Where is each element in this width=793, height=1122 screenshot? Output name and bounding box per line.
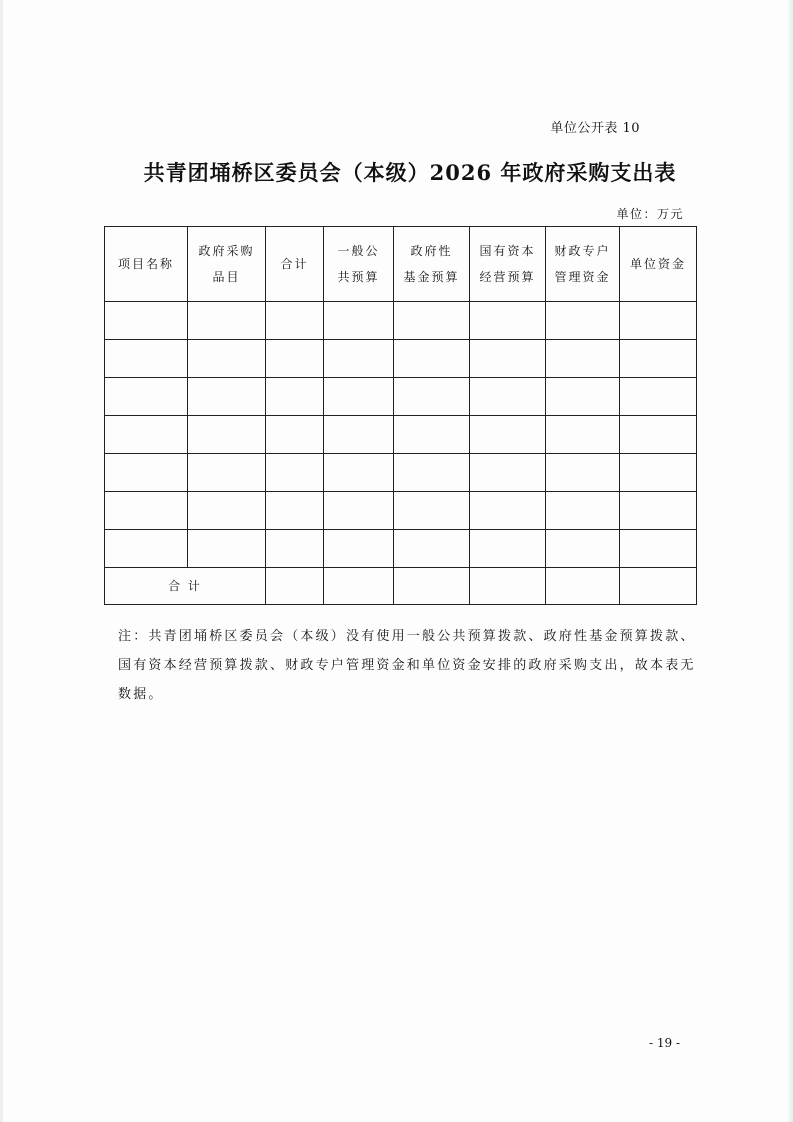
table-cell xyxy=(266,454,324,492)
header-special-account-funds: 财政专户 管理资金 xyxy=(546,227,620,302)
table-cell xyxy=(188,454,266,492)
table-cell xyxy=(394,302,470,340)
table-cell xyxy=(620,492,697,530)
table-cell xyxy=(470,378,546,416)
page-title: 共青团埇桥区委员会（本级）2026 年政府采购支出表 xyxy=(143,160,677,185)
table-cell xyxy=(394,492,470,530)
header-gov-fund-budget: 政府性 基金预算 xyxy=(394,227,470,302)
table-row xyxy=(105,492,697,530)
table-row xyxy=(105,454,697,492)
table-cell xyxy=(266,492,324,530)
table-cell xyxy=(546,530,620,568)
table-cell xyxy=(105,492,188,530)
table-cell xyxy=(324,568,394,605)
table-cell xyxy=(620,530,697,568)
table-cell xyxy=(105,416,188,454)
table-cell xyxy=(620,454,697,492)
footnote: 注：共青团埇桥区委员会（本级）没有使用一般公共预算拨款、政府性基金预算拨款、国有资本经营预算拨款、财政专户管理资金和单位资金安排的政府采购支出，故本表无数据。 xyxy=(118,629,696,702)
table-cell xyxy=(546,568,620,605)
table-cell xyxy=(324,416,394,454)
table-cell xyxy=(324,530,394,568)
page-edge-left xyxy=(0,0,3,1122)
table-cell xyxy=(266,340,324,378)
table-cell xyxy=(266,568,324,605)
table-row xyxy=(105,378,697,416)
header-state-capital-budget: 国有资本 经营预算 xyxy=(470,227,546,302)
table-cell xyxy=(394,416,470,454)
table-cell xyxy=(188,492,266,530)
table-cell xyxy=(470,530,546,568)
table-cell xyxy=(470,568,546,605)
table-cell xyxy=(546,340,620,378)
procurement-table xyxy=(104,226,697,605)
table-cell xyxy=(620,568,697,605)
header-unit-funds: 单位资金 xyxy=(620,227,697,302)
table-cell xyxy=(188,416,266,454)
table-cell xyxy=(105,340,188,378)
table-cell xyxy=(105,302,188,340)
table-cell xyxy=(546,302,620,340)
table-cell xyxy=(324,378,394,416)
table-cell xyxy=(470,340,546,378)
table-row xyxy=(105,416,697,454)
page-edge-right xyxy=(787,0,793,1122)
header-project-name: 项目名称 xyxy=(105,227,188,302)
table-cell xyxy=(470,416,546,454)
header-procurement-item: 政府采购 品目 xyxy=(188,227,266,302)
table-cell xyxy=(470,302,546,340)
table-cell xyxy=(394,378,470,416)
table-cell xyxy=(546,378,620,416)
table-number: 单位公开表 10 xyxy=(550,121,640,136)
table-cell xyxy=(546,416,620,454)
table-cell xyxy=(266,302,324,340)
header-total: 合计 xyxy=(266,227,324,302)
table-cell xyxy=(105,454,188,492)
table-cell xyxy=(266,378,324,416)
table-cell xyxy=(394,340,470,378)
table-header-row xyxy=(105,227,697,302)
table-row xyxy=(105,302,697,340)
unit-label: 单位：万元 xyxy=(616,207,684,221)
page-number: - 19 - xyxy=(648,1036,680,1050)
table-cell xyxy=(188,340,266,378)
table-row xyxy=(105,340,697,378)
table-total-row xyxy=(105,568,697,605)
table-cell xyxy=(324,340,394,378)
table-cell xyxy=(188,302,266,340)
table-cell xyxy=(546,492,620,530)
table-row xyxy=(105,530,697,568)
table-cell xyxy=(394,568,470,605)
table-cell xyxy=(546,454,620,492)
table-cell xyxy=(394,530,470,568)
table-cell xyxy=(324,454,394,492)
table-cell xyxy=(188,378,266,416)
table-cell xyxy=(105,530,188,568)
table-cell xyxy=(105,378,188,416)
table-cell xyxy=(324,492,394,530)
table-cell xyxy=(266,530,324,568)
table-cell xyxy=(324,302,394,340)
table-cell xyxy=(620,378,697,416)
table-cell xyxy=(266,416,324,454)
table-cell xyxy=(620,340,697,378)
table-cell xyxy=(620,302,697,340)
table-cell xyxy=(188,530,266,568)
table-cell xyxy=(394,454,470,492)
table-cell xyxy=(470,454,546,492)
total-label: 合 计 xyxy=(105,568,266,605)
header-general-budget: 一般公 共预算 xyxy=(324,227,394,302)
table-cell xyxy=(620,416,697,454)
table-cell xyxy=(470,492,546,530)
